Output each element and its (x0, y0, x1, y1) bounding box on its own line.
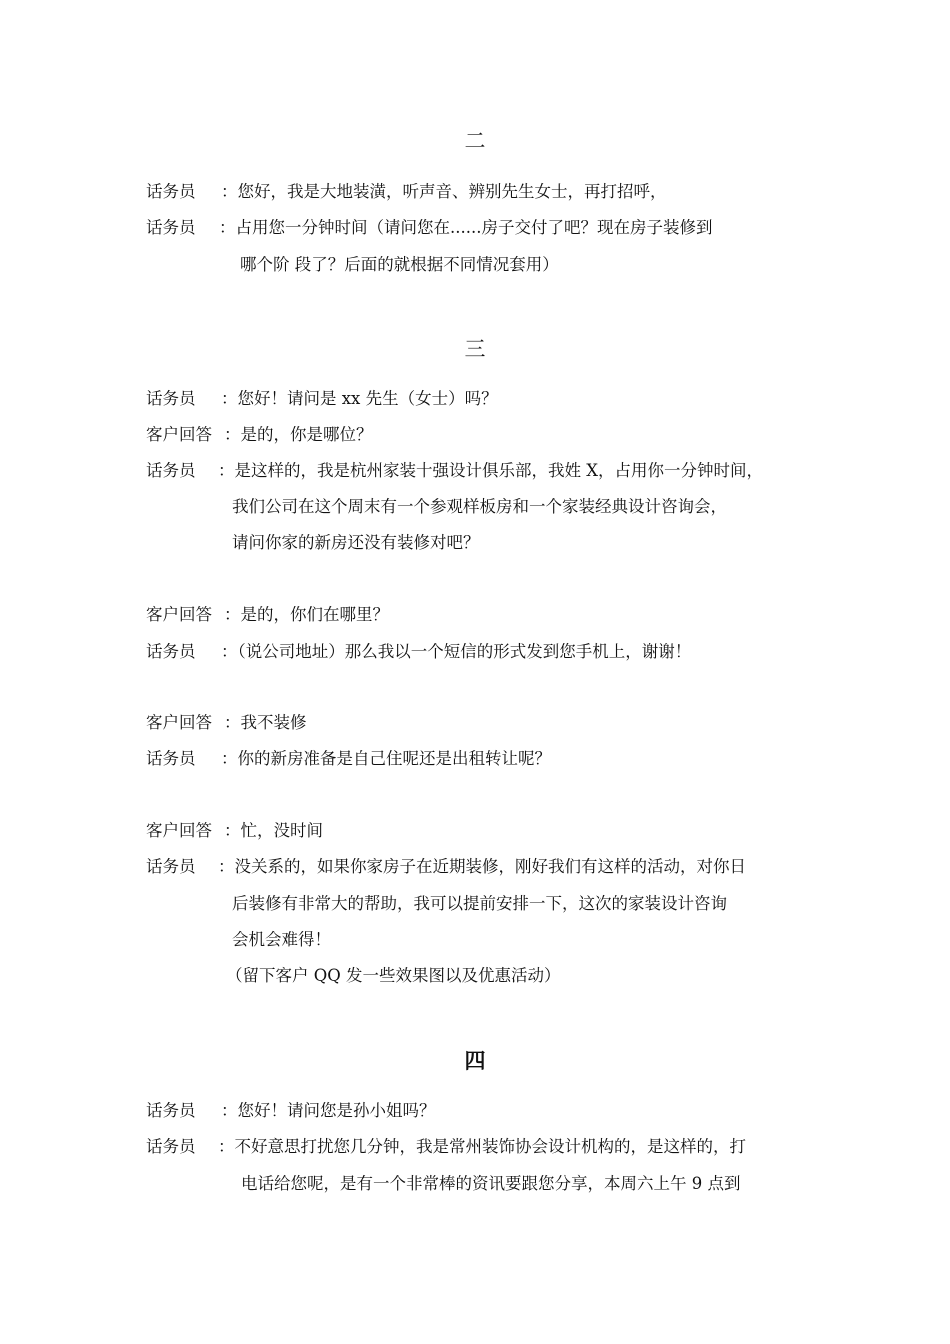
dialogue-text: 请问你家的新房还没有装修对吧？ (232, 533, 480, 552)
dialogue-text: ：是的，你们在哪里？ (224, 605, 389, 624)
dialogue-text: ：您好，我是大地装潢，听声音、辨别先生女士，再打招呼， (221, 182, 667, 201)
speaker-label: 客户回答 (146, 425, 212, 444)
section-heading-3: 三 (464, 337, 486, 361)
dialogue-text: ：（说公司地址）那么我以一个短信的形式发到您手机上，谢谢！ (221, 642, 692, 661)
dialogue-text: 哪个阶 段了？后面的就根据不同情况套用） (240, 255, 559, 274)
dialogue-text: ：您好！请问您是孙小姐吗？ (221, 1101, 436, 1120)
dialogue-text: ：不好意思打扰您几分钟，我是常州装饰协会设计机构的，是这样的，打 (218, 1137, 746, 1156)
speaker-label: 话务员 (146, 857, 196, 876)
speaker-label: 话务员 (146, 1137, 196, 1156)
dialogue-text: ：是这样的，我是杭州家装十强设计俱乐部，我姓 X，占用你一分钟时间， (218, 461, 763, 480)
section-heading-4: 四 (464, 1048, 486, 1073)
speaker-label: 客户回答 (146, 605, 212, 624)
dialogue-text: ：我不装修 (224, 713, 307, 732)
speaker-label: 话务员 (146, 642, 196, 661)
section-heading-2: 二 (464, 129, 486, 153)
speaker-label: 客户回答 (146, 713, 212, 732)
speaker-label: 话务员 (146, 749, 196, 768)
dialogue-text: ：忙，没时间 (224, 821, 323, 840)
dialogue-text: 电话给您呢，是有一个非常棒的资讯要跟您分享，本周六上午 9 点到 (241, 1174, 741, 1193)
dialogue-text: ：是的，你是哪位？ (224, 425, 373, 444)
dialogue-text: ：占用您一分钟时间（请问您在......房子交付了吧？现在房子装修到 (219, 218, 713, 237)
speaker-label: 话务员 (146, 461, 196, 480)
dialogue-text: 我们公司在这个周末有一个参观样板房和一个家装经典设计咨询会， (232, 497, 727, 516)
dialogue-text: ：你的新房准备是自己住呢还是出租转让呢？ (221, 749, 551, 768)
dialogue-text: ：您好！请问是 xx 先生（女士）吗？ (221, 389, 498, 408)
dialogue-text: （留下客户 QQ 发一些效果图以及优惠活动） (226, 966, 561, 985)
dialogue-text: ：没关系的，如果你家房子在近期装修，刚好我们有这样的活动，对你日 (218, 857, 746, 876)
speaker-label: 话务员 (146, 389, 196, 408)
speaker-label: 话务员 (146, 182, 196, 201)
speaker-label: 话务员 (146, 218, 196, 237)
dialogue-text: 后装修有非常大的帮助，我可以提前安排一下，这次的家装设计咨询 (232, 894, 727, 913)
dialogue-text: 会机会难得！ (232, 930, 331, 949)
speaker-label: 客户回答 (146, 821, 212, 840)
speaker-label: 话务员 (146, 1101, 196, 1120)
